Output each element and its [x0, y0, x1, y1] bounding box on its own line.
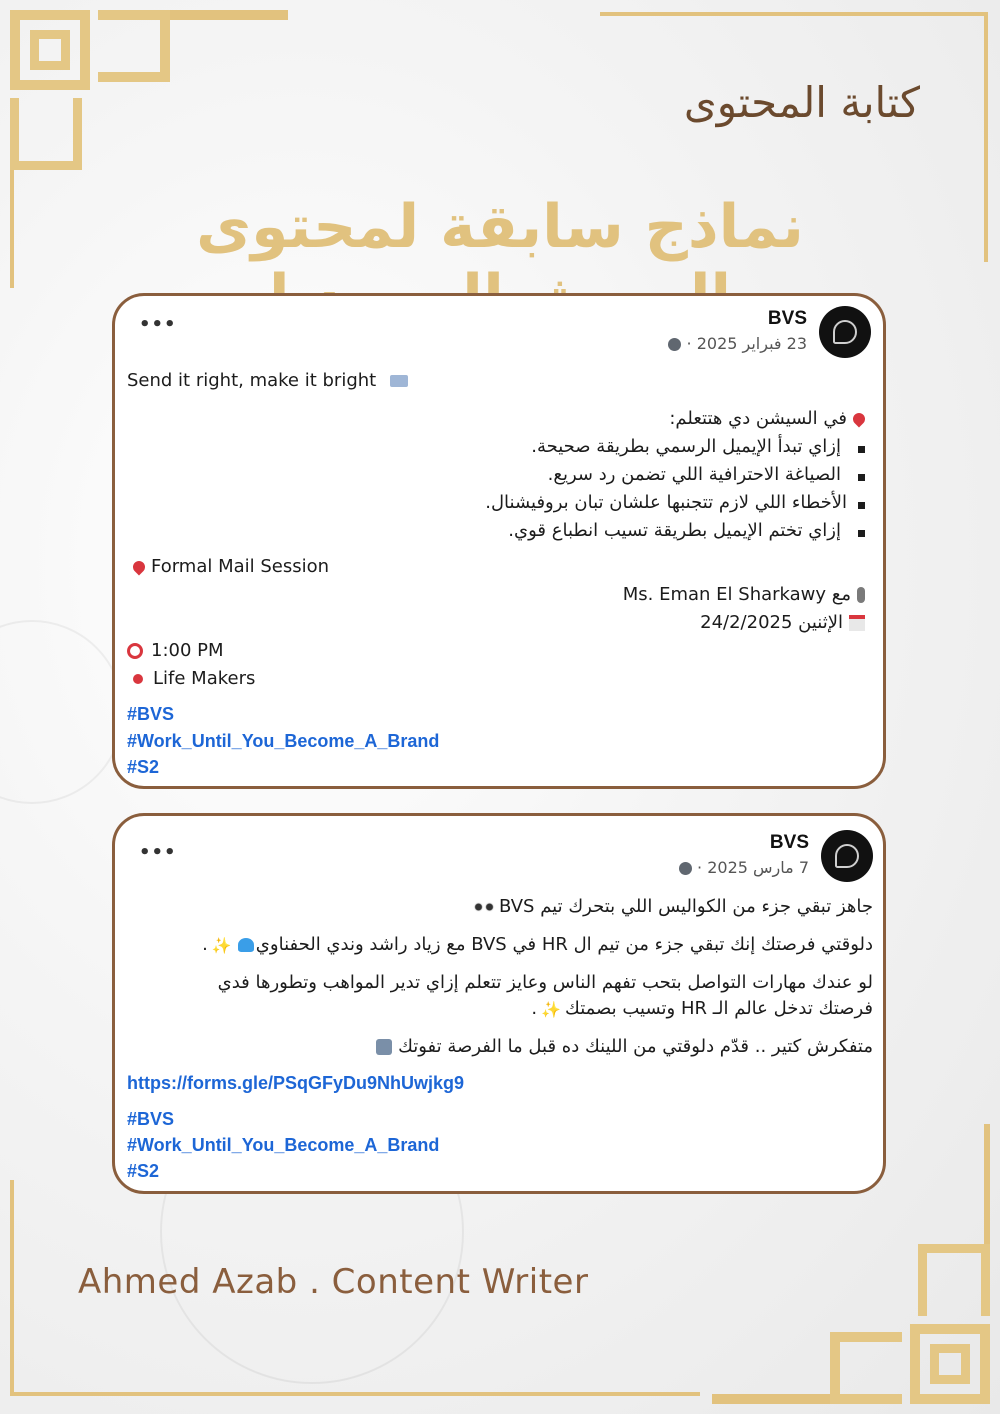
- envelope-icon: [390, 375, 408, 387]
- list-item: الأخطاء اللي لازم تتجنبها علشان تبان بروفيشنال.: [485, 492, 847, 513]
- frame-bottom-left-line: [10, 1180, 14, 1394]
- more-options-icon[interactable]: •••: [139, 314, 177, 335]
- globe-icon: [668, 338, 681, 351]
- more-options-icon[interactable]: •••: [139, 842, 177, 863]
- microphone-icon: [857, 587, 865, 603]
- session-heading: في السيشن دي هتتعلم:: [669, 408, 871, 429]
- sparkles-icon: ✨: [211, 935, 232, 955]
- post-line: متفكرش كتير .. قدّم دلوقتي من اللينك ده قبل ما الفرصة تفوتك: [370, 1036, 873, 1057]
- list-item: الصياغة الاحترافية اللي تضمن رد سريع.: [547, 464, 841, 485]
- hashtag-link[interactable]: #S2: [127, 757, 160, 777]
- session-name: Formal Mail Session: [127, 556, 329, 577]
- list-item: إزاي تبدأ الإيميل الرسمي بطريقة صحيحة.: [531, 436, 841, 457]
- bullet-icon: [858, 530, 865, 537]
- post-line: جاهز تبقي جزء من الكواليس اللي بتحرك تيم BVS: [469, 896, 873, 917]
- post-line: فرصتك تدخل عالم الـ HR وتسيب بصمتك✨.: [531, 998, 873, 1019]
- bvs-logo-icon: [835, 844, 859, 868]
- bullet-icon: [858, 446, 865, 453]
- post-date[interactable]: 7 مارس 2025 ·: [675, 858, 809, 877]
- pushpin-icon: [131, 559, 148, 576]
- frame-left-line: [10, 160, 14, 288]
- bullet-icon: [858, 502, 865, 509]
- page-name[interactable]: BVS: [769, 832, 809, 853]
- post-card: [112, 813, 886, 1194]
- frame-right-line: [984, 12, 988, 262]
- bullet-icon: [858, 474, 865, 481]
- avatar[interactable]: [819, 306, 871, 358]
- hashtag-link[interactable]: #BVS: [127, 1109, 175, 1129]
- post-intro: Send it right, make it bright: [127, 370, 416, 391]
- pushpin-icon: [851, 411, 868, 428]
- post-line: لو عندك مهارات التواصل بتحب تفهم الناس وعايز تتعلم إزاي تدير المواهب وتطورها فدي: [217, 972, 873, 993]
- calendar-icon: [849, 615, 865, 631]
- frame-bottom-line: [10, 1392, 700, 1396]
- session-time: 1:00 PM: [127, 640, 224, 661]
- hashtag-link[interactable]: #Work_Until_You_Become_A_Brand: [127, 731, 440, 751]
- eyes-icon: [473, 902, 495, 912]
- session-date: الإثنين 24/2/2025: [700, 612, 871, 633]
- blue-heart-icon: [238, 938, 254, 952]
- post-date[interactable]: 23 فبراير 2025 ·: [664, 334, 807, 353]
- post-card: [112, 293, 886, 789]
- page-name[interactable]: BVS: [767, 308, 807, 329]
- list-item: إزاي تختم الإيميل بطريقة تسيب انطباع قوي.: [508, 520, 841, 541]
- speaker: مع Ms. Eman El Sharkawy: [623, 584, 871, 605]
- session-location: Life Makers: [127, 668, 255, 689]
- form-link[interactable]: https://forms.gle/PSqGFyDu9NhUwjkg9: [127, 1073, 465, 1093]
- globe-icon: [679, 862, 692, 875]
- avatar[interactable]: [821, 830, 873, 882]
- alarm-clock-icon: [127, 643, 143, 659]
- page-title: نماذج سابقة لمحتوى: [196, 192, 804, 262]
- page-subtitle: كتابة المحتوى: [683, 78, 920, 127]
- bvs-logo-icon: [833, 320, 857, 344]
- down-arrow-icon: [376, 1039, 392, 1055]
- sparkles-icon: ✨: [541, 999, 562, 1019]
- frame-top-line: [600, 12, 988, 16]
- location-pin-icon: [133, 674, 143, 684]
- hashtag-link[interactable]: #Work_Until_You_Become_A_Brand: [127, 1135, 440, 1155]
- author-signature: Ahmed Azab . Content Writer: [78, 1262, 589, 1302]
- watermark-circle: [0, 620, 124, 804]
- post-line: دلوقتي فرصتك إنك تبقي جزء من تيم ال HR في BVS مع زياد راشد وندي الحفناوي✨.: [202, 934, 873, 955]
- hashtag-link[interactable]: #S2: [127, 1161, 160, 1181]
- hashtag-link[interactable]: #BVS: [127, 704, 175, 724]
